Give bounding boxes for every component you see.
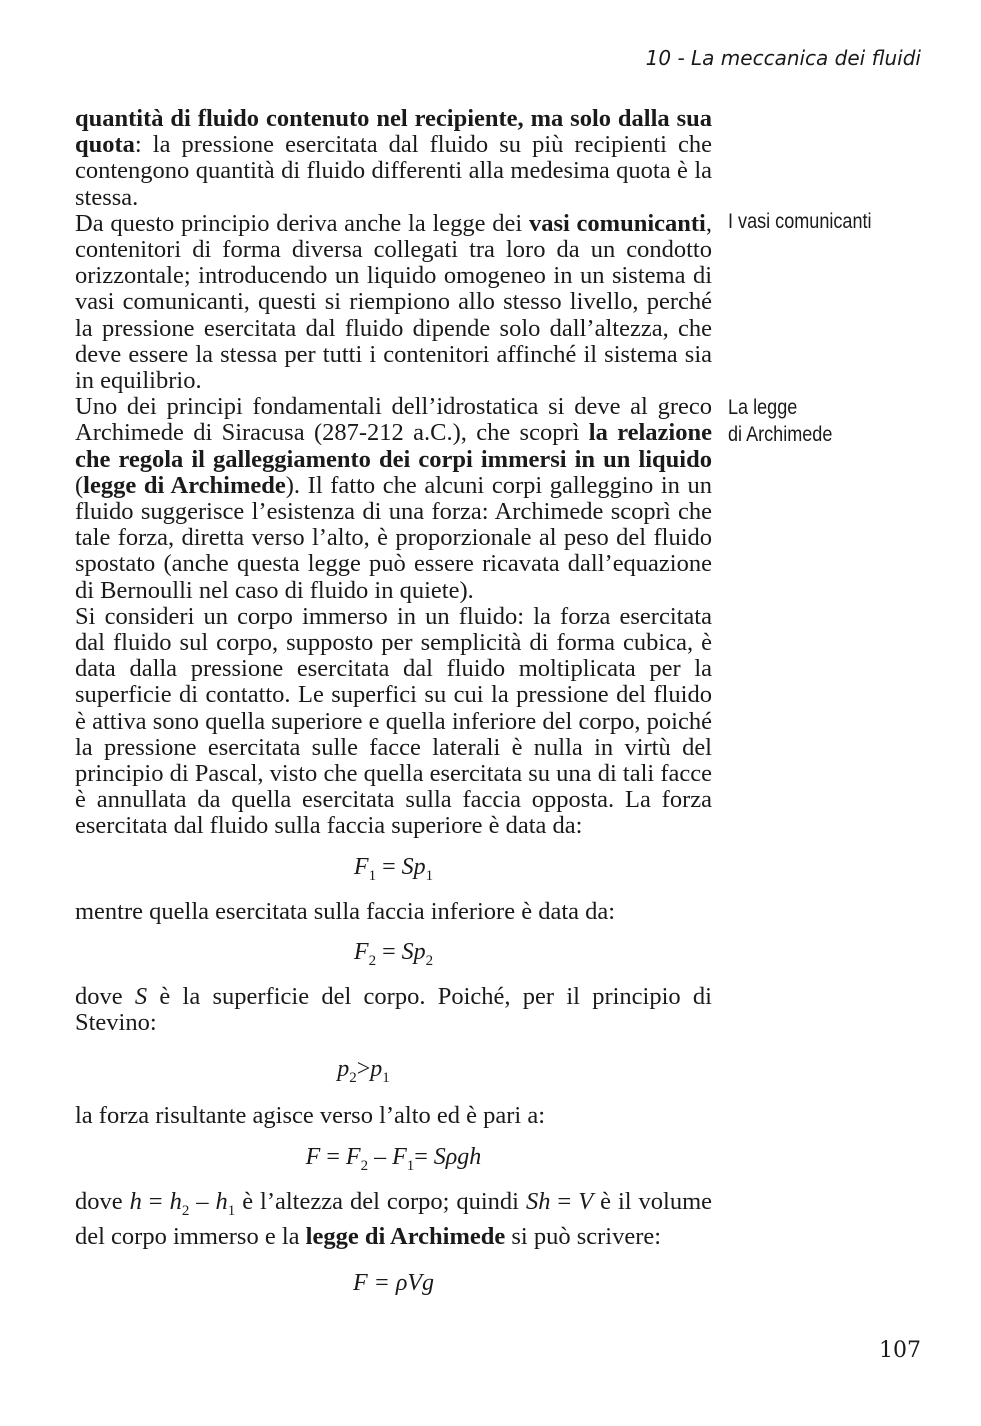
eq-term: p	[370, 1056, 383, 1083]
eq-term: p	[337, 1056, 350, 1083]
equation-f2	[75, 939, 712, 974]
paragraph	[75, 1103, 712, 1129]
eq-operator: =	[414, 1143, 434, 1170]
eq-subscript: 1	[368, 867, 377, 884]
text: : la pressione esercitata dal fluido su più recipienti che contengono quantità di fluido differenti alla medesima quota è la stessa.	[75, 131, 712, 211]
text: Si consideri un corpo immerso in un fluido: la forza esercitata dal fluido sul corpo, supposto per semplicità di forma cubica, è data dalla pressione esercitata dal fluido moltiplicata per la superficie di contatto. Le superfici su cui la pressione del fluido è attiva sono quella superiore e quella inferiore del corpo, poiché la pressione esercitata sulle facce laterali è nulla in virtù del principio di Pascal, visto che quella esercitata su una di tali facce è annullata da quella esercitata sulla faccia opposta. La forza esercitata dal fluido sulla faccia superiore è data da:	[75, 602, 712, 840]
bold-phrase: legge di Archimede	[83, 471, 286, 499]
paragraph	[75, 984, 712, 1036]
text: mentre quella esercitata sulla faccia inferiore è data da:	[75, 897, 616, 925]
eq-subscript: 2	[368, 952, 377, 969]
margin-note-line: di Archimede	[728, 423, 833, 446]
text: è il volume del corpo immerso e la	[75, 1187, 713, 1250]
subscript: 2	[181, 1202, 190, 1219]
variable: h	[129, 1187, 142, 1215]
eq-term: Sρgh	[433, 1143, 482, 1170]
margin-note-legge-archimede	[728, 394, 832, 448]
margin-note-line: La legge	[728, 396, 798, 419]
text: si può scrivere:	[505, 1222, 662, 1250]
text: dove	[75, 982, 135, 1010]
bold-phrase: quantità di fluido contenuto nel recipiente, ma solo dalla sua quota	[75, 105, 712, 159]
eq-operator: =	[320, 1143, 346, 1170]
text: –	[189, 1187, 216, 1215]
eq-term: Sp	[401, 938, 426, 965]
eq-subscript: 1	[406, 1157, 415, 1174]
eq-term: F	[353, 853, 369, 880]
variable: h	[215, 1187, 228, 1215]
variable: V	[578, 1187, 594, 1215]
eq-term: F	[353, 938, 369, 965]
eq-term: F	[345, 1143, 361, 1170]
paragraph	[75, 899, 712, 925]
bold-phrase: vasi comunicanti	[528, 209, 706, 237]
paragraph	[75, 1189, 712, 1250]
eq-operator: –	[368, 1143, 393, 1170]
eq-operator: =	[376, 853, 402, 880]
paragraph	[75, 604, 712, 840]
eq-subscript: 2	[425, 952, 434, 969]
text: ). Il fatto che alcuni corpi galleggino in un fluido suggerisce l’esistenza di una forza: Archimede scoprì che tale forza, diretta verso l’alto, è proporzionale al peso del fluido spostato (anche questa legge può essere ricavata dall’equazione di Bernoulli nel caso di fluido in quiete).	[75, 471, 713, 604]
text: =	[141, 1187, 170, 1215]
eq-operator: =	[376, 938, 402, 965]
bold-phrase: la relazione che regola il galleggiamento dei corpi immersi in un liquido	[75, 419, 712, 473]
eq-term: F	[392, 1143, 407, 1170]
paragraph	[75, 211, 712, 394]
page-number: 107	[879, 1338, 921, 1363]
text: Da questo principio deriva anche la legge dei	[75, 209, 529, 237]
text: Uno dei principi fondamentali dell’idrostatica si deve al greco Archimede di Siracusa (287-212 a.C.), che scoprì	[75, 393, 712, 447]
subscript: 1	[227, 1202, 236, 1219]
paragraph	[75, 394, 712, 604]
variable: h	[169, 1187, 182, 1215]
bold-phrase: legge di Archimede	[305, 1222, 506, 1250]
body-text	[75, 106, 712, 1296]
eq-term: Sp	[401, 853, 426, 880]
equation-resultant	[75, 1144, 712, 1179]
eq-subscript: 1	[382, 1070, 390, 1087]
text: è l’altezza del corpo; quindi	[235, 1187, 526, 1215]
text: è la superficie del corpo. Poiché, per il principio di Stevino:	[75, 982, 712, 1037]
eq-term: F	[305, 1143, 321, 1170]
eq-subscript: 2	[349, 1070, 357, 1087]
eq-operator: >	[356, 1056, 371, 1083]
variable: S	[134, 982, 148, 1010]
text: la forza risultante agisce verso l’alto ed è pari a:	[75, 1102, 546, 1130]
paragraph	[75, 106, 712, 211]
eq-subscript: 1	[425, 867, 434, 884]
equation-stevino	[75, 1056, 652, 1091]
text: , contenitori di forma diversa collegati tra loro da un condotto orizzontale; introducendo un liquido omogeneo in un sistema di vasi comunicanti, questi si riempiono allo stesso livello, perché la pressione esercitata dal fluido dipende solo dall’altezza, che deve essere la stessa per tutti i contenitori affinché il sistema sia in equilibrio.	[75, 209, 712, 395]
eq-subscript: 2	[360, 1157, 369, 1174]
equation-f1	[75, 854, 712, 889]
text: dove	[75, 1187, 130, 1215]
running-head: 10 - La meccanica dei fluidi	[645, 46, 921, 70]
margin-note-vasi-comunicanti: I vasi comunicanti	[728, 210, 872, 233]
text: =	[550, 1187, 579, 1215]
equation-archimede: F = ρVg	[352, 1269, 435, 1296]
variable: Sh	[525, 1187, 551, 1215]
text: (	[75, 471, 84, 499]
